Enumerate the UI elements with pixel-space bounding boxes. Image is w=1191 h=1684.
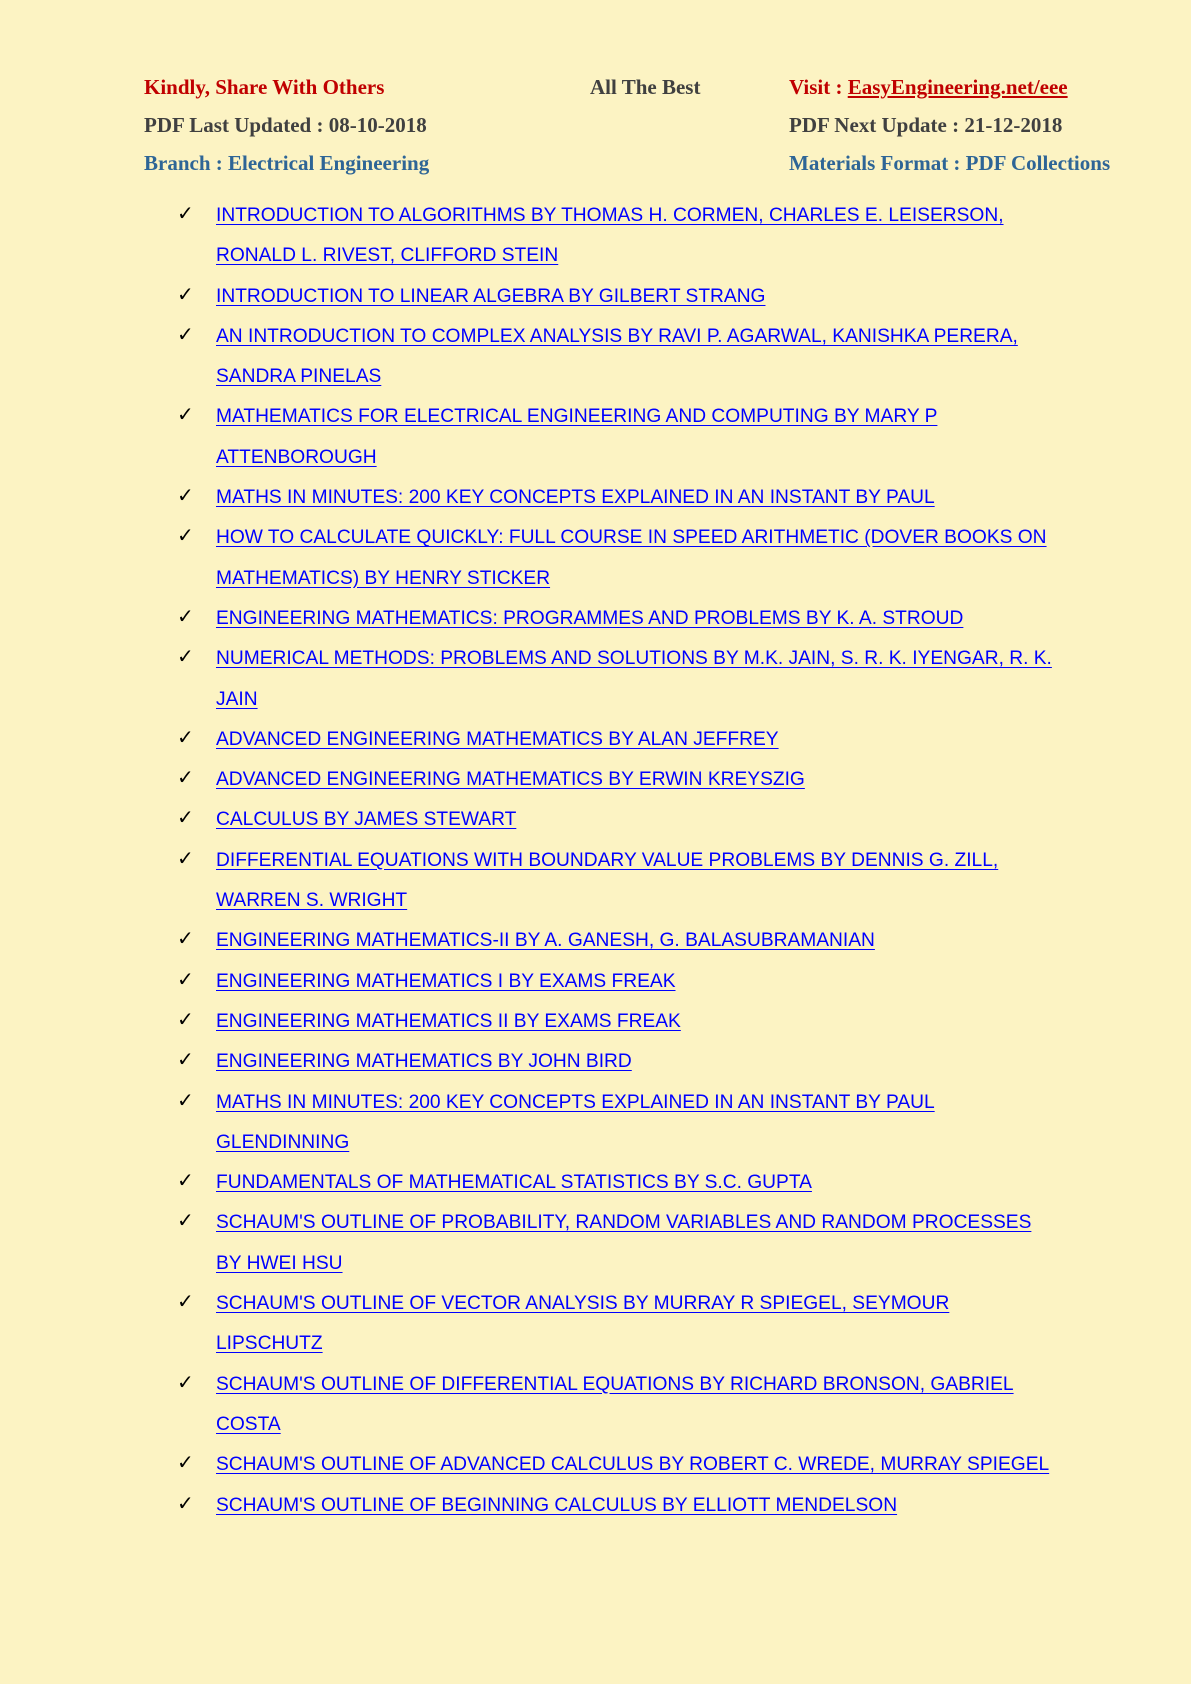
checkmark-icon: ✓ [177,1490,194,1515]
visit-link[interactable]: EasyEngineering.net/eee [847,75,1068,99]
book-link[interactable]: CALCULUS BY JAMES STEWART [216,809,517,831]
checkmark-icon: ✓ [177,1369,194,1394]
book-item [0,760,1191,800]
book-item [0,962,1191,1002]
header-row-2 [0,113,1191,143]
book-link[interactable]: HOW TO CALCULATE QUICKLY: FULL COURSE IN SPEED ARITHMETIC (DOVER BOOKS ON MATHEMATICS) BY HENRY STICKER [216,527,1047,589]
book-link[interactable]: ENGINEERING MATHEMATICS-II BY A. GANESH, G. BALASUBRAMANIAN [216,930,875,952]
book-item [0,599,1191,639]
book-item [0,1284,1191,1365]
checkmark-icon: ✓ [177,926,194,951]
checkmark-icon: ✓ [177,483,194,508]
checkmark-icon: ✓ [177,845,194,870]
book-list [0,196,1191,1526]
checkmark-icon: ✓ [177,603,194,628]
checkmark-icon: ✓ [177,523,194,548]
checkmark-icon: ✓ [177,402,194,427]
checkmark-icon: ✓ [177,805,194,830]
book-link[interactable]: ADVANCED ENGINEERING MATHEMATICS BY ALAN JEFFREY [216,728,779,750]
checkmark-icon: ✓ [177,644,194,669]
book-item [0,478,1191,518]
book-link[interactable]: INTRODUCTION TO LINEAR ALGEBRA BY GILBERT STRANG [216,285,766,307]
checkmark-icon: ✓ [177,765,194,790]
checkmark-icon: ✓ [177,281,194,306]
checkmark-icon: ✓ [177,966,194,991]
book-link[interactable]: NUMERICAL METHODS: PROBLEMS AND SOLUTIONS BY M.K. JAIN, S. R. K. IYENGAR, R. K. JAIN [216,648,1052,710]
checkmark-icon: ✓ [177,1289,194,1314]
book-item [0,800,1191,840]
checkmark-icon: ✓ [177,1450,194,1475]
book-item [0,921,1191,961]
book-item [0,1445,1191,1485]
book-link[interactable]: SCHAUM'S OUTLINE OF PROBABILITY, RANDOM VARIABLES AND RANDOM PROCESSES BY HWEI HSU [216,1212,1032,1274]
book-item [0,518,1191,599]
book-item [0,841,1191,922]
book-item [0,1365,1191,1446]
book-item [0,1042,1191,1082]
visit-block [789,75,1068,100]
visit-label: Visit : [789,75,848,99]
book-link[interactable]: AN INTRODUCTION TO COMPLEX ANALYSIS BY RAVI P. AGARWAL, KANISHKA PERERA, SANDRA PINELAS [216,325,1018,388]
next-update: PDF Next Update : 21-12-2018 [789,113,1063,137]
book-link[interactable]: MATHS IN MINUTES: 200 KEY CONCEPTS EXPLAINED IN AN INSTANT BY PAUL GLENDINNING [216,1091,935,1153]
book-item [0,196,1191,277]
share-text: Kindly, Share With Others [144,75,385,99]
book-link[interactable]: ADVANCED ENGINEERING MATHEMATICS BY ERWIN KREYSZIG [216,769,805,791]
checkmark-icon: ✓ [177,724,194,749]
checkmark-icon: ✓ [177,1006,194,1031]
header-row-1 [0,75,1191,105]
checkmark-icon: ✓ [177,1168,194,1193]
book-link[interactable]: MATHEMATICS FOR ELECTRICAL ENGINEERING AND COMPUTING BY MARY P ATTENBOROUGH [216,406,938,468]
book-link[interactable]: ENGINEERING MATHEMATICS BY JOHN BIRD [216,1051,632,1073]
header-row-3 [0,151,1191,181]
checkmark-icon: ✓ [177,321,194,346]
book-item [0,720,1191,760]
book-item [0,1203,1191,1284]
book-link[interactable]: ENGINEERING MATHEMATICS II BY EXAMS FREAK [216,1010,681,1032]
book-link[interactable]: ENGINEERING MATHEMATICS: PROGRAMMES AND PROBLEMS BY K. A. STROUD [216,607,964,629]
book-link[interactable]: ENGINEERING MATHEMATICS I BY EXAMS FREAK [216,970,676,992]
book-item [0,1486,1191,1526]
book-link[interactable]: DIFFERENTIAL EQUATIONS WITH BOUNDARY VALUE PROBLEMS BY DENNIS G. ZILL, WARREN S. WRIGHT [216,849,999,912]
last-updated: PDF Last Updated : 08-10-2018 [144,113,427,137]
checkmark-icon: ✓ [177,201,194,225]
book-item [0,1002,1191,1042]
book-link[interactable]: SCHAUM'S OUTLINE OF DIFFERENTIAL EQUATIONS BY RICHARD BRONSON, GABRIEL COSTA [216,1373,1014,1435]
book-item [0,1163,1191,1203]
checkmark-icon: ✓ [177,1208,194,1233]
branch: Branch : Electrical Engineering [144,151,430,175]
book-link[interactable]: SCHAUM'S OUTLINE OF VECTOR ANALYSIS BY MURRAY R SPIEGEL, SEYMOUR LIPSCHUTZ [216,1293,950,1355]
book-item [0,1083,1191,1164]
book-link[interactable]: INTRODUCTION TO ALGORITHMS BY THOMAS H. CORMEN, CHARLES E. LEISERSON, RONALD L. RIVEST, CLIFFORD STEIN [216,205,1004,267]
book-item [0,397,1191,478]
book-link[interactable]: SCHAUM'S OUTLINE OF ADVANCED CALCULUS BY ROBERT C. WREDE, MURRAY SPIEGEL [216,1454,1050,1476]
book-link[interactable]: MATHS IN MINUTES: 200 KEY CONCEPTS EXPLAINED IN AN INSTANT BY PAUL [216,487,935,509]
checkmark-icon: ✓ [177,1047,194,1072]
book-item [0,277,1191,317]
book-item [0,317,1191,398]
book-link[interactable]: SCHAUM'S OUTLINE OF BEGINNING CALCULUS BY ELLIOTT MENDELSON [216,1494,898,1516]
checkmark-icon: ✓ [177,1087,194,1112]
book-item [0,639,1191,720]
best-text: All The Best [590,75,701,99]
materials-format: Materials Format : PDF Collections [789,151,1111,175]
book-link[interactable]: FUNDAMENTALS OF MATHEMATICAL STATISTICS BY S.C. GUPTA [216,1172,812,1194]
